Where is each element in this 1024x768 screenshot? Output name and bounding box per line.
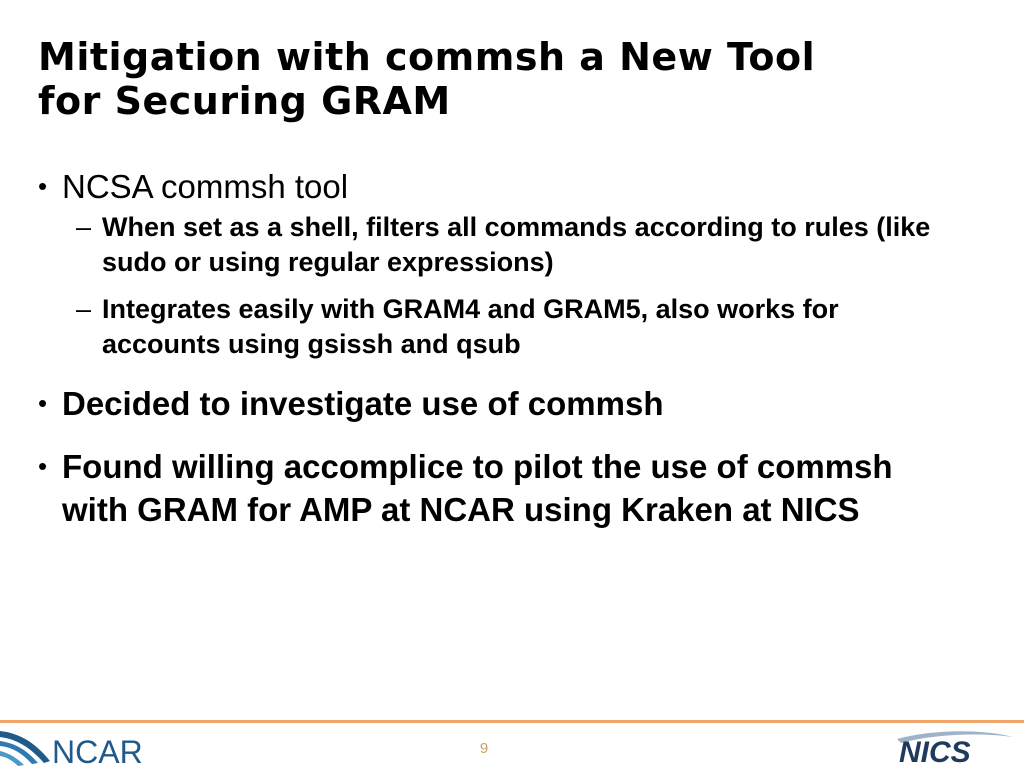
page-number: 9 — [479, 740, 489, 757]
title-line-1: Mitigation with commsh a New Tool — [38, 35, 816, 79]
bullet-icon: • — [38, 388, 48, 418]
bullet-icon: • — [38, 171, 48, 201]
bullet-text: Found willing accomplice to pilot the use of commsh with GRAM for AMP at NCAR using Kraken at NICS — [62, 448, 893, 528]
sub-bullet-item — [76, 292, 956, 362]
sub-bullet-text: Integrates easily with GRAM4 and GRAM5, also works for accounts using gsissh and qsub — [102, 294, 839, 359]
nics-logo — [893, 729, 1017, 768]
dash-icon: – — [76, 294, 92, 324]
ncar-logo — [0, 727, 160, 768]
slide-body — [36, 165, 956, 551]
sub-bullet-text: When set as a shell, filters all commands according to rules (like sudo or using regular expressions) — [102, 212, 931, 277]
bullet-item — [36, 165, 956, 362]
footer-divider — [0, 720, 1024, 723]
dash-icon: – — [76, 212, 92, 242]
title-line-2: for Securing GRAM — [38, 79, 451, 123]
bullet-icon: • — [38, 451, 48, 481]
sub-bullet-list — [76, 210, 956, 362]
bullet-text: NCSA commsh tool — [62, 168, 349, 205]
bullet-text: Decided to investigate use of commsh — [62, 385, 664, 422]
nics-logo-text: NICS — [899, 736, 971, 768]
ncar-logo-text: NCAR — [52, 734, 143, 768]
slide-title — [38, 35, 998, 123]
sub-bullet-item — [76, 210, 956, 280]
bullet-item — [36, 382, 956, 425]
bullet-item — [36, 445, 956, 531]
